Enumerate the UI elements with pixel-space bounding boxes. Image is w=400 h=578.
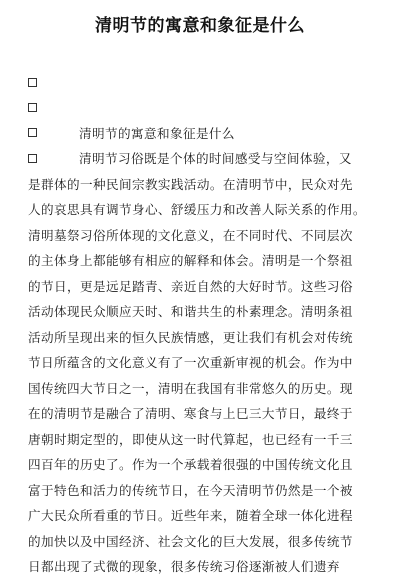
- paragraph-line: 活动体现民众顺应天时、和谐共生的朴素理念。清明条祖: [28, 304, 353, 319]
- paragraph-line: 清明墓祭习俗所体现的文化意义，在不同时代、不同层次: [28, 227, 353, 243]
- paragraph-line: 人的哀思具有调节身心、舒缓压力和改善人际关系的作用。: [28, 202, 366, 217]
- empty-checkbox-line-1: [28, 72, 37, 92]
- paragraph-line: 国传统四大节日之一，清明在我国有非常悠久的历史。现: [28, 380, 353, 396]
- paragraph-line: 日都出现了式微的现象，很多传统习俗逐渐被人们遗弃: [28, 559, 340, 574]
- document-title: 清明节的寓意和象征是什么: [95, 16, 305, 36]
- empty-checkbox-line-2: [28, 97, 37, 117]
- paragraph-line: 富于特色和活力的传统节日，在今天清明节仍然是一个被: [28, 482, 353, 498]
- paragraph-line: 节日所蕴含的文化意义有了一次重新审视的机会。作为中: [28, 355, 353, 370]
- checkbox-glyph-icon: [28, 103, 37, 112]
- subheading-row: [28, 120, 235, 145]
- paragraph-line: 清明节习俗既是个体的时间感受与空间体验，又: [28, 146, 374, 172]
- paragraph-line: 唐朝时期定型的，即使从这一时代算起，也已经有一千三: [28, 431, 353, 447]
- paragraph-line: 的加快以及中国经济、社会文化的巨大发展，很多传统节: [28, 533, 353, 549]
- paragraph-line: 活动所呈现出来的恒久民族情感，更让我们有机会对传统: [28, 329, 353, 345]
- paragraph-line: 四百年的历史了。作为一个承载着很强的中国传统文化且: [28, 457, 353, 472]
- paragraph-line: 是群体的一种民间宗教实践活动。在清明节中，民众对先: [28, 176, 353, 192]
- body-paragraph: [28, 146, 374, 578]
- checkbox-glyph-icon: [28, 128, 37, 137]
- paragraph-line: 广大民众所看重的节日。近些年来，随着全球一体化进程: [28, 508, 353, 523]
- paragraph-line: 在的清明节是融合了清明、寒食与上巳三大节日，最终于: [28, 406, 353, 421]
- paragraph-line: 的节日，更是远足踏青、亲近自然的大好时节。这些习俗: [28, 278, 353, 294]
- paragraph-line: 的主体身上都能够有相应的解释和体会。清明是一个祭祖: [28, 253, 353, 268]
- checkbox-glyph-icon: [28, 154, 37, 163]
- checkbox-glyph-icon: [28, 78, 37, 87]
- subheading: 清明节的寓意和象征是什么: [79, 126, 235, 141]
